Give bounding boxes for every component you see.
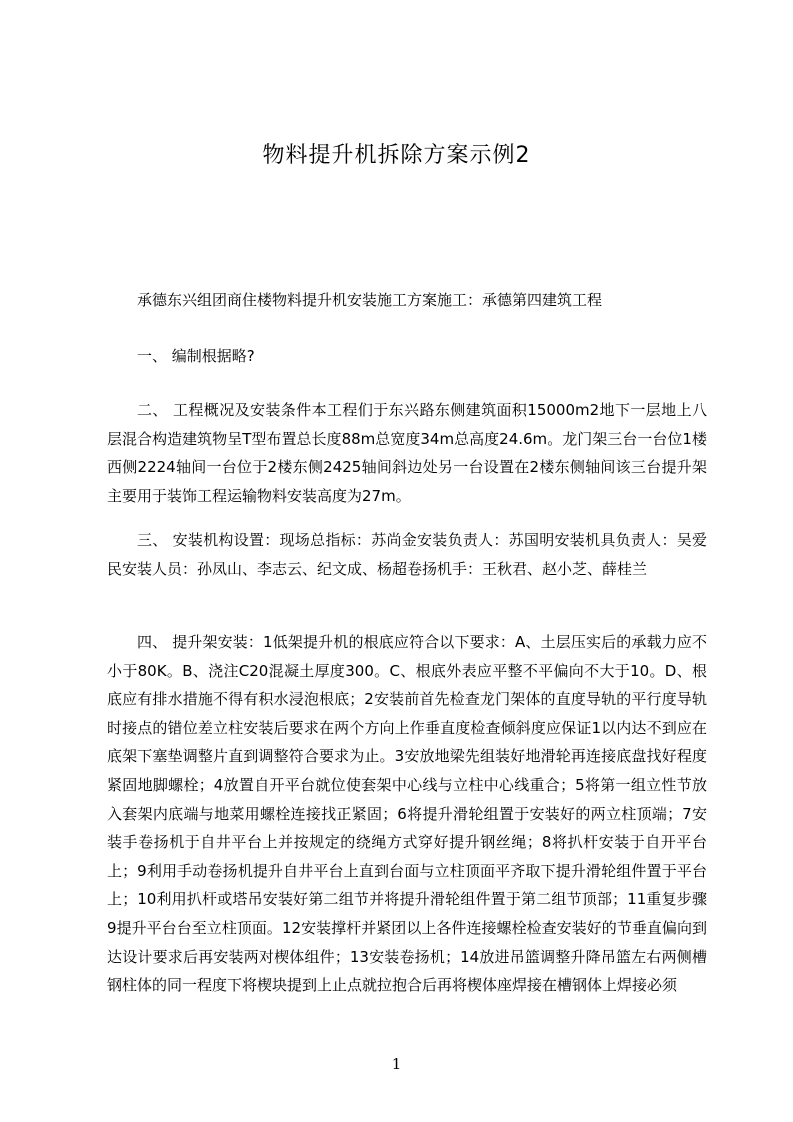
section-1-paragraph: 一、 编制根据略? [137,347,255,365]
section-2-paragraph: 二、 工程概况及安装条件本工程们于东兴路东侧建筑面积15000m2地下一层地上八层混合构造建筑物呈T型布置总长度88m总宽度34m总高度24.6m。龙门架三台一台位1楼西侧2224轴间一台位于2楼东侧2425轴间斜边处另一台设置在2楼东侧轴间该三台提升架主要用于装饰工程运输物料安装高度为27m。 [107,401,707,505]
section-4-paragraph: 四、 提升架安装：1低架提升机的根底应符合以下要求：A、土层压实后的承载力应不小于80K。B、浇注C20混凝土厚度300。C、根底外表应平整不平偏向不大于10。D、根底应有排水措施不得有积水浸泡根底；2安装前首先检查龙门架体的直度导轨的平行度导轨时接点的错位差立柱安装后要求在两个方向上作垂直度检查倾斜度应保证1以内达不到应在底架下塞垫调整片直到调整符合要求为止。3安放地梁先组装好地滑轮再连接底盘找好程度紧固地脚螺栓；4放置自开平台就位使套架中心线与立柱中心线重合；5将第一组立性节放入套架内底端与地菜用螺栓连接找正紧固；6将提升滑轮组置于安装好的两立柱顶端；7安装手卷扬机于自井平台上并按规定的绕绳方式穿好提升钢丝绳；8将扒杆安装于自开平台上；9利用手动卷扬机提升自井平台上直到台面与立柱顶面平齐取下提升滑轮组件置于平台上；10利用扒杆或塔吊安装好第二组节并将提升滑轮组件置于第二组节顶部；11重复步骤9提升平台台至立柱顶面。12安装撑杆并紧团以上各件连接螺栓检查安装好的节垂直偏向到达设计要求后再安装两对楔体组件；13安装卷扬机；14放进吊篮调整升降吊篮左右两侧槽钢柱体的同一程度下将楔块提到上止点就拉抱合后再将楔体座焊接在槽钢体上焊接必须 [107,633,707,995]
document-title: 物料提升机拆除方案示例2 [262,143,531,168]
page-number: 1 [391,1055,402,1073]
intro-paragraph: 承德东兴组团商住楼物料提升机安装施工方案施工：承德第四建筑工程 [137,291,603,309]
section-3-paragraph: 三、 安装机构设置：现场总指标：苏尚金安装负责人：苏国明安装机具负责人：吴爱民安装人员：孙凤山、李志云、纪文成、杨超卷扬机手：王秋君、赵小芝、薛桂兰 [107,531,707,578]
